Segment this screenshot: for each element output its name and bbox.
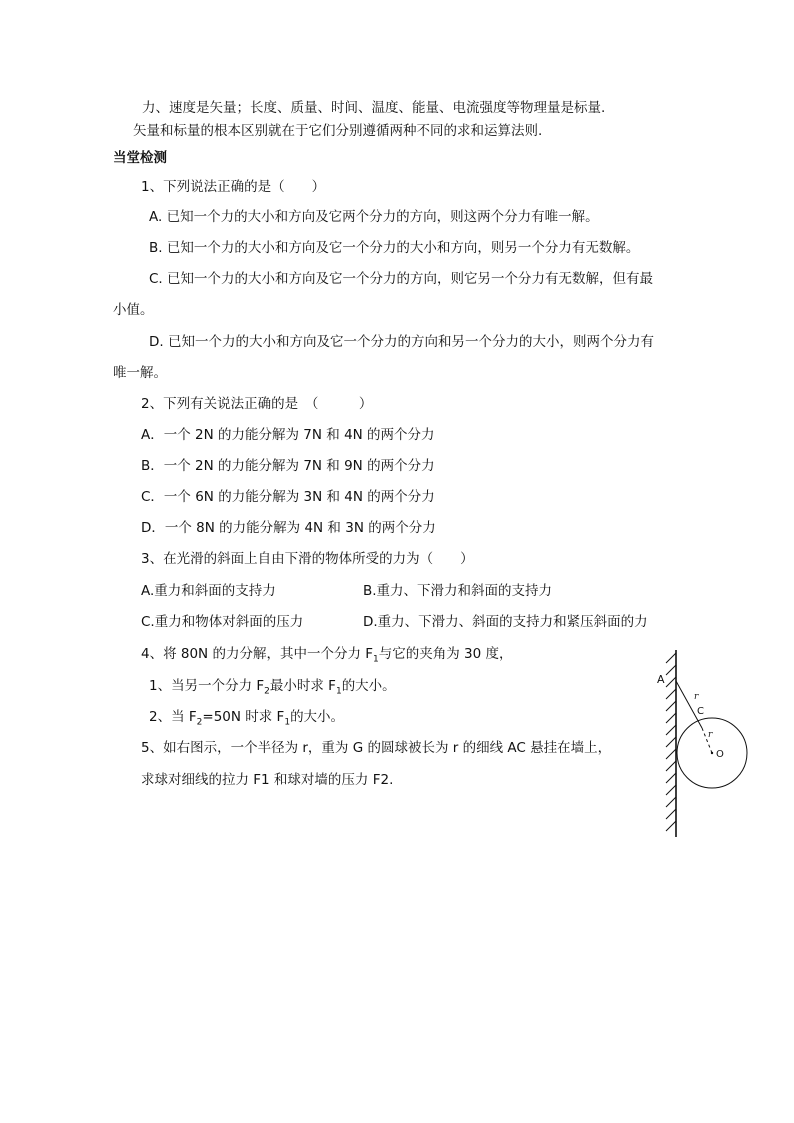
q4-part-2 bbox=[149, 708, 344, 732]
q4-p1-sub1: 2 bbox=[264, 686, 270, 697]
q5-line-1: 5、如右图示，一个半径为 r，重为 G 的圆球被长为 r 的细线 AC 悬挂在墙上， bbox=[141, 740, 612, 756]
q2-option-c: C．一个 6N 的力能分解为 3N 和 4N 的两个分力 bbox=[141, 489, 435, 505]
q1-stem: 1、下列说法正确的是（ ） bbox=[141, 179, 326, 195]
q1-option-d-line-2: 唯一解。 bbox=[113, 365, 167, 381]
q4-p2-sub2: 1 bbox=[284, 717, 291, 728]
q1-option-c-line-1: C. 已知一个力的大小和方向及它一个分力的方向，则它另一个分力有无数解，但有最 bbox=[149, 271, 654, 287]
q2-stem: 2、下列有关说法正确的是 （ ） bbox=[141, 396, 373, 412]
q4-p1-pre: 1、当另一个分力 F bbox=[149, 678, 265, 694]
q4-stem-sub: 1 bbox=[373, 654, 379, 665]
q4-p1-sub2: 1 bbox=[335, 686, 342, 697]
wall-hatching bbox=[666, 653, 676, 831]
q2-option-b: B．一个 2N 的力能分解为 7N 和 9N 的两个分力 bbox=[141, 458, 435, 474]
label-r-upper: r bbox=[694, 692, 699, 702]
q3-option-d: D.重力、下滑力、斜面的支持力和紧压斜面的力 bbox=[363, 614, 648, 630]
label-c: C bbox=[697, 706, 704, 717]
label-r-lower: r bbox=[708, 730, 713, 740]
q2-option-a: A．一个 2N 的力能分解为 7N 和 4N 的两个分力 bbox=[141, 427, 435, 443]
q4-stem-post: 与它的夹角为 30 度， bbox=[378, 646, 513, 662]
ball-on-wall-figure bbox=[650, 645, 760, 845]
q4-part-1 bbox=[149, 677, 396, 701]
q5-line-2: 求球对细线的拉力 F1 和球对墙的压力 F2. bbox=[141, 772, 394, 788]
q4-p2-mid: =50N 时求 F bbox=[202, 709, 285, 725]
q4-p2-sub1: 2 bbox=[196, 717, 203, 728]
q3-option-a: A.重力和斜面的支持力 bbox=[141, 583, 276, 599]
q1-option-c-line-2: 小值。 bbox=[113, 302, 154, 318]
intro-line-1: 力、速度是矢量；长度、质量、时间、温度、能量、电流强度等物理量是标量. bbox=[142, 100, 606, 116]
q3-stem: 3、在光滑的斜面上自由下滑的物体所受的力为（ ） bbox=[141, 551, 474, 567]
center-point bbox=[711, 752, 713, 754]
q1-option-a: A. 已知一个力的大小和方向及它两个分力的方向，则这两个分力有唯一解。 bbox=[149, 209, 599, 225]
q1-option-d-line-1: D. 已知一个力的大小和方向及它一个分力的方向和另一个分力的大小，则两个分力有 bbox=[149, 334, 654, 350]
q4-p1-mid: 最小时求 F bbox=[269, 678, 336, 694]
q3-option-c: C.重力和物体对斜面的压力 bbox=[141, 614, 304, 630]
label-a: A bbox=[657, 673, 665, 686]
q1-option-b: B. 已知一个力的大小和方向及它一个分力的大小和方向，则另一个分力有无数解。 bbox=[149, 240, 640, 256]
q4-p1-post: 的大小。 bbox=[341, 678, 396, 694]
q4-stem bbox=[141, 645, 513, 669]
q4-stem-pre: 4、将 80N 的力分解，其中一个分力 F bbox=[141, 646, 374, 662]
q3-option-b: B.重力、下滑力和斜面的支持力 bbox=[363, 583, 553, 599]
section-title: 当堂检测 bbox=[113, 150, 167, 166]
label-o: O bbox=[716, 749, 724, 760]
q4-p2-pre: 2、当 F bbox=[149, 709, 197, 725]
intro-line-2: 矢量和标量的根本区别就在于它们分别遵循两种不同的求和运算法则. bbox=[133, 123, 543, 139]
q2-option-d: D．一个 8N 的力能分解为 4N 和 3N 的两个分力 bbox=[141, 520, 436, 536]
q4-p2-post: 的大小。 bbox=[290, 709, 345, 725]
